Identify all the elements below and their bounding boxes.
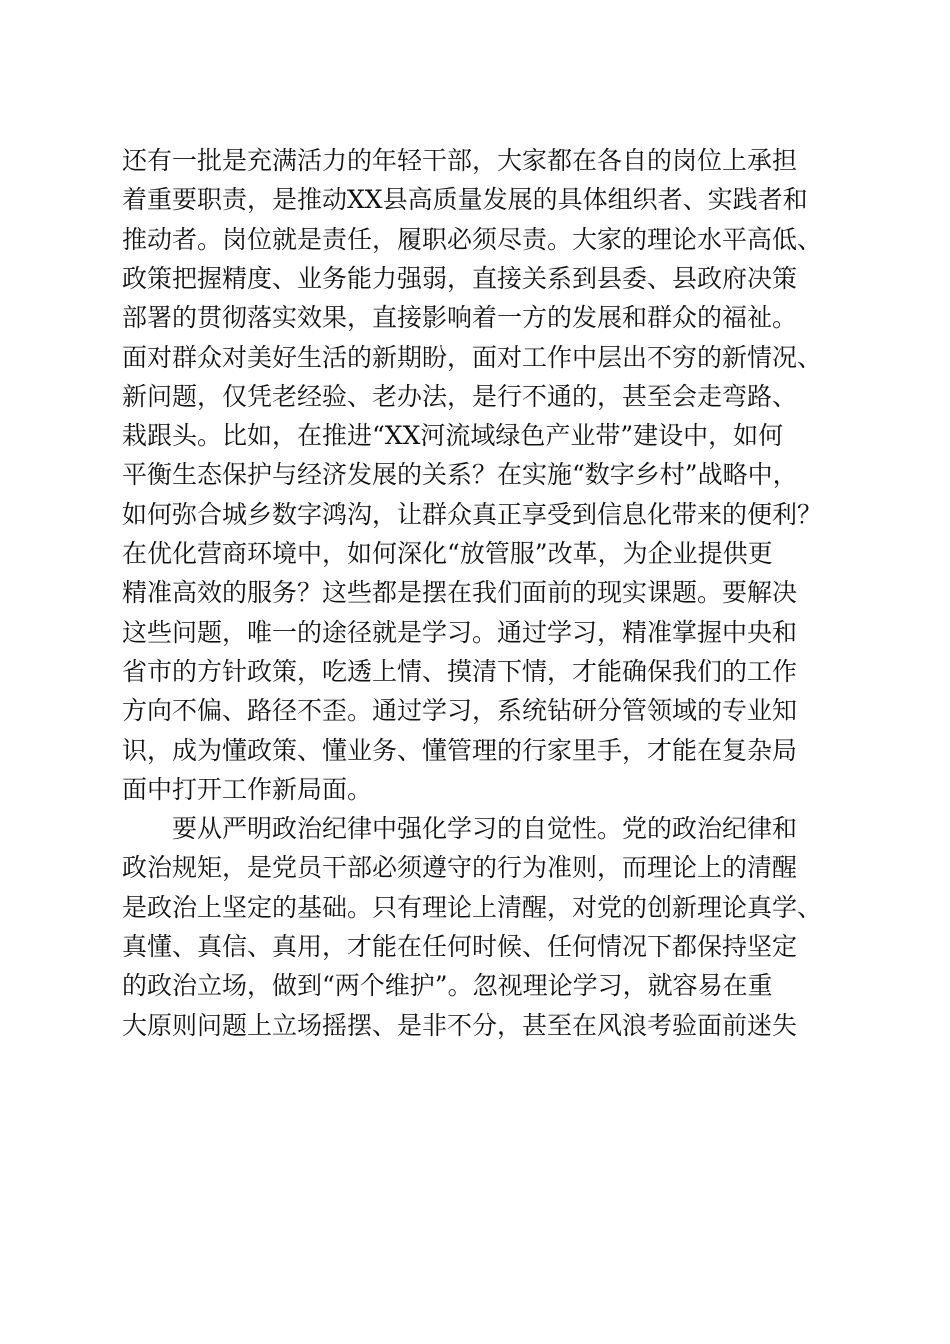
text-line: 在优化营商环境中，如何深化“放管服”改革，为企业提供更 — [122, 539, 773, 568]
text-line: 平衡生态保护与经济发展的关系？在实施“数字乡村”战略中， — [122, 460, 798, 490]
text-line: 部署的贯彻落实效果，直接影响着一方的发展和群众的福祉。 — [122, 303, 798, 333]
text-line: 大原则问题上立场摇摆、是非不分，甚至在风浪考验面前迷失 — [122, 1010, 798, 1040]
text-line: 方向不偏、路径不歪。通过学习，系统钻研分管领域的专业知 — [122, 696, 798, 726]
text-line: 着重要职责，是推动XX县高质量发展的具体组织者、实践者和 — [122, 185, 808, 215]
text-line: 这些问题，唯一的途径就是学习。通过学习，精准掌握中央和 — [122, 617, 798, 647]
text-line: 要从严明政治纪律中强化学习的自觉性。党的政治纪律和 — [172, 814, 798, 844]
text-line: 识，成为懂政策、懂业务、懂管理的行家里手，才能在复杂局 — [122, 735, 798, 765]
text-line: 政治规矩，是党员干部必须遵守的行为准则，而理论上的清醒 — [122, 853, 798, 883]
text-line: 栽跟头。比如，在推进“XX河流域绿色产业带”建设中，如何 — [122, 421, 784, 451]
text-line: 面中打开工作新局面。 — [122, 774, 373, 804]
text-line: 是政治上坚定的基础。只有理论上清醒，对党的创新理论真学、 — [122, 892, 823, 922]
text-line: 推动者。岗位就是责任，履职必须尽责。大家的理论水平高低、 — [122, 224, 823, 254]
text-line: 面对群众对美好生活的新期盼，面对工作中层出不穷的新情况、 — [122, 342, 823, 372]
text-line: 政策把握精度、业务能力强弱，直接关系到县委、县政府决策 — [122, 263, 798, 293]
text-line: 新问题，仅凭老经验、老办法，是行不通的，甚至会走弯路、 — [122, 381, 798, 411]
text-line: 省市的方针政策，吃透上情、摸清下情，才能确保我们的工作 — [122, 656, 798, 686]
text-line: 真懂、真信、真用，才能在任何时候、任何情况下都保持坚定 — [122, 932, 798, 961]
text-line: 还有一批是充满活力的年轻干部，大家都在各自的岗位上承担 — [122, 146, 798, 175]
text-line: 精准高效的服务？这些都是摆在我们面前的现实课题。要解决 — [122, 578, 798, 608]
text-line: 的政治立场，做到“两个维护”。忽视理论学习，就容易在重 — [122, 971, 773, 1001]
text-line: 如何弥合城乡数字鸿沟，让群众真正享受到信息化带来的便利？ — [122, 499, 823, 529]
